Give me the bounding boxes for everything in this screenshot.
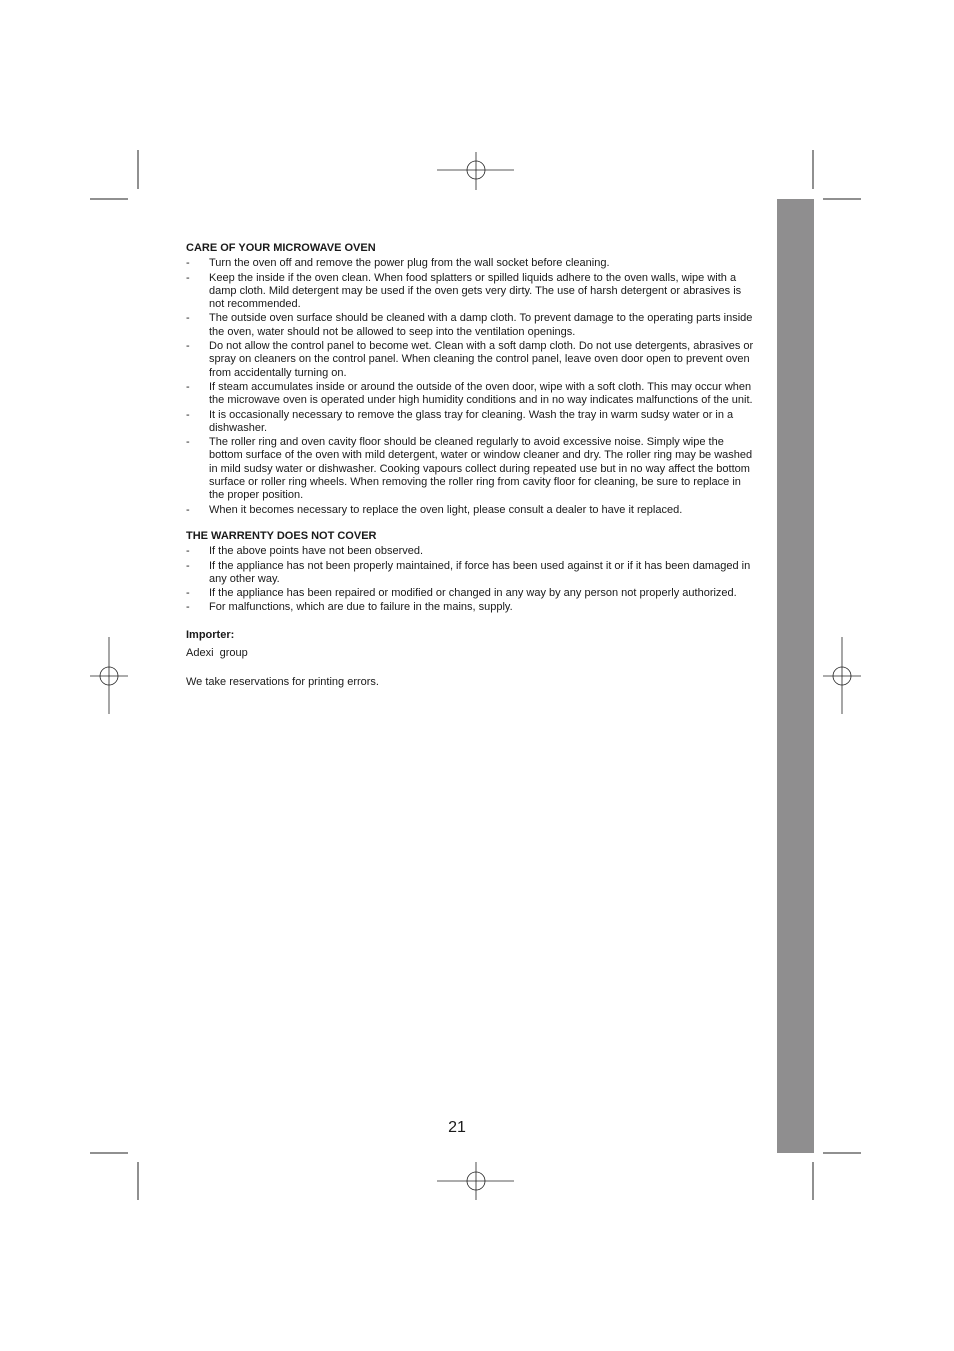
importer-label: Importer:: [186, 628, 235, 641]
list-item: - Keep the inside if the oven clean. When food splatters or spilled liquids adhere to the oven walls, wipe with a damp cloth. Mild detergent may be used if the oven gets very dirty. The use of harsh detergent or abrasives is not recommended.: [186, 271, 742, 311]
list-item: - For malfunctions, which are due to failure in the mains, supply.: [186, 601, 513, 614]
list-item: - If steam accumulates inside or around the outside of the oven door, wipe with a soft cloth. This may occur when the microwave oven is operated under high humidity conditions and in no way indicates malfunctions of the unit.: [186, 380, 753, 407]
list-item: - It is occasionally necessary to remove the glass tray for cleaning. Wash the tray in warm sudsy water or in a dishwasher.: [186, 408, 734, 434]
document-body: [186, 242, 754, 690]
page-number: 21: [448, 1119, 466, 1136]
list-item: - The outside oven surface should be cleaned with a damp cloth. To prevent damage to the operating parts inside the oven, water should not be allowed to seep into the ventilation openings.: [186, 312, 753, 338]
list-item: - The roller ring and oven cavity floor should be cleaned regularly to avoid excessive noise. Simply wipe the bottom surface of the oven with mild detergent, water or window cleaner and dry. The roller ring may be washed in mild sudsy water or dishwasher. Cooking vapours collect during repeated use but in no way affect the bottom surface or roller ring wheels. When removing the roller ring from cavity floor for cleaning, be sure to replace in the proper position.: [186, 436, 753, 502]
list-item: - When it becomes necessary to replace the oven light, please consult a dealer to have it replaced.: [186, 503, 683, 516]
importer-name: Adexi group: [186, 647, 248, 660]
warranty-heading: THE WARRENTY DOES NOT COVER: [186, 529, 377, 542]
list-item: - Turn the oven off and remove the power plug from the wall socket before cleaning.: [186, 257, 610, 270]
list-item: - If the above points have not been observed.: [186, 545, 424, 558]
list-item: - If the appliance has not been properly maintained, if force has been used against it or if it has been damaged in any other way.: [186, 559, 751, 585]
list-item: - If the appliance has been repaired or modified or changed in any way by any person not properly authorized.: [186, 587, 737, 600]
warranty-list: [186, 545, 754, 614]
care-list: [186, 257, 754, 517]
printing-errors-disclaimer: We take reservations for printing errors.: [186, 676, 379, 689]
care-heading: CARE OF YOUR MICROWAVE OVEN: [186, 242, 376, 254]
list-item: - Do not allow the control panel to become wet. Clean with a soft damp cloth. Do not use detergents, abrasives or spray on cleaners on the control panel. When cleaning the control panel, leave oven door open to prevent oven from accidentally turning on.: [186, 340, 754, 379]
